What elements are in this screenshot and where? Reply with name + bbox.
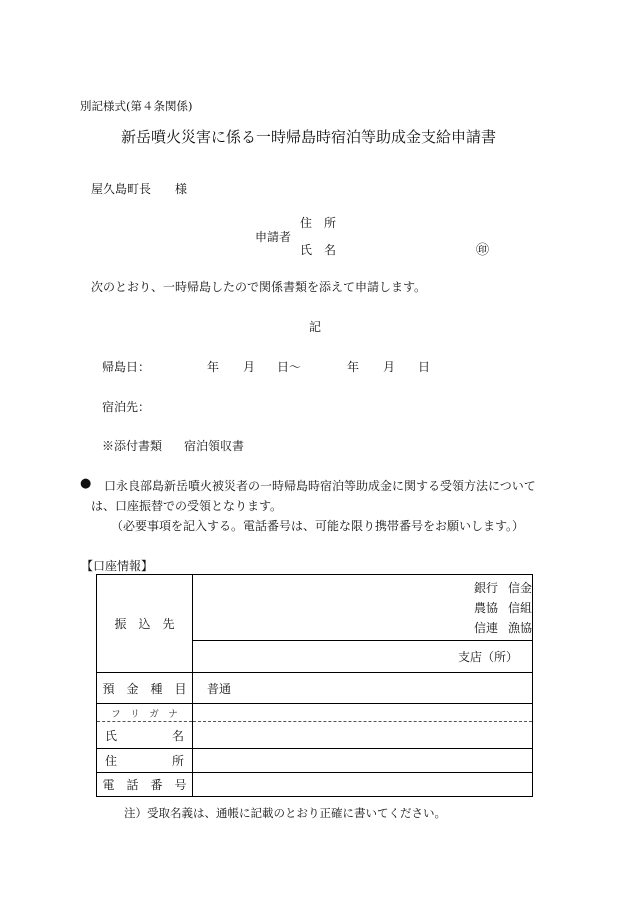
address-label: 住 所 xyxy=(300,216,337,230)
day-to: 日 xyxy=(418,360,431,374)
bank-label: 振 込 先 xyxy=(97,575,193,673)
notice-line-2: は、口座振替での受領となります。 xyxy=(91,499,283,513)
notice-line-1: 口永良部島新岳噴火被災者の一時帰島時宿泊等助成金に関する受領方法について xyxy=(104,479,536,493)
phone-cell[interactable] xyxy=(193,773,533,797)
phone-label: 電 話 番 号 xyxy=(97,773,193,797)
deposit-type-cell[interactable] xyxy=(193,673,533,704)
month-to: 月 xyxy=(383,360,396,374)
account-table xyxy=(96,574,533,797)
account-address-label: 住 所 xyxy=(97,749,193,773)
furigana-label: フ リ ガ ナ xyxy=(97,704,193,722)
applicant-label: 申請者 xyxy=(255,230,292,244)
notice-line-3: （必要事項を記入する。電話番号は、可能な限り携帯番号をお願いします。） xyxy=(111,519,525,533)
attachment-label: ※添付書類 xyxy=(102,439,163,453)
addressee: 屋久島町長 様 xyxy=(91,182,188,196)
bank-type-cell[interactable] xyxy=(193,575,533,641)
attachment-value: 宿泊領収書 xyxy=(184,439,245,453)
ki-heading: 記 xyxy=(309,320,322,334)
day-from: 日〜 xyxy=(277,360,302,374)
notice-bullet: ● xyxy=(80,476,92,491)
account-name-cell[interactable] xyxy=(193,722,533,749)
bank-type-row: 信連 漁協 xyxy=(473,620,532,635)
seal-mark: ㊞ xyxy=(476,243,490,258)
deposit-type-value: 普通 xyxy=(207,681,232,696)
year-from: 年 xyxy=(207,360,220,374)
account-header: 【口座情報】 xyxy=(81,559,154,573)
footnote: 注）受取名義は、通帳に記載のとおり正確に書いてください。 xyxy=(124,806,446,820)
year-to: 年 xyxy=(347,360,360,374)
month-from: 月 xyxy=(243,360,256,374)
return-date-label: 帰島日： xyxy=(102,360,151,374)
account-name-label: 氏 名 xyxy=(97,722,193,749)
page-title: 新岳噴火災害に係る一時帰島時宿泊等助成金支給申請書 xyxy=(121,128,497,146)
deposit-type-label: 預 金 種 目 xyxy=(97,673,193,704)
name-label: 氏 名 xyxy=(300,243,337,257)
lodging-label: 宿泊先： xyxy=(102,400,151,414)
form-label: 別記様式(第４条関係) xyxy=(80,99,193,113)
bank-type-row: 銀行 信金 xyxy=(473,580,532,595)
branch-label: 支店（所） xyxy=(457,650,518,664)
bank-type-row: 農協 信組 xyxy=(473,600,532,615)
branch-cell[interactable] xyxy=(193,641,533,673)
furigana-cell[interactable] xyxy=(193,704,533,722)
intro-text: 次のとおり、一時帰島したので関係書類を添えて申請します。 xyxy=(91,280,427,294)
account-address-cell[interactable] xyxy=(193,749,533,773)
